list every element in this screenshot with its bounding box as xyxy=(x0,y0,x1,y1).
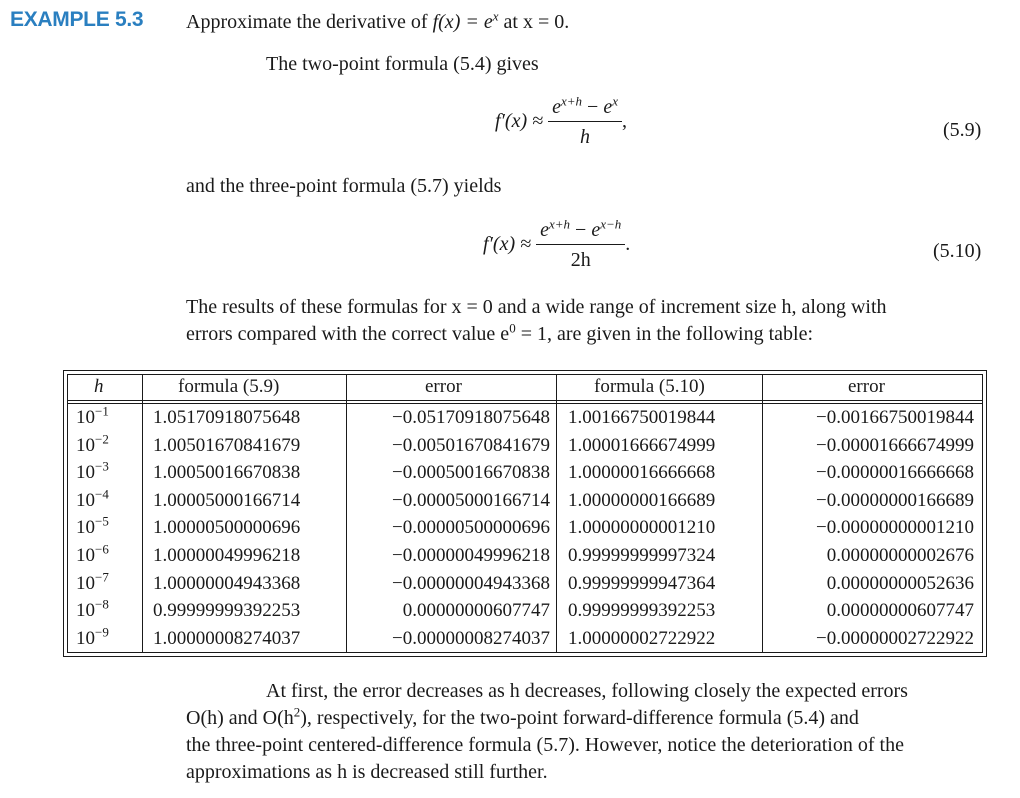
cell-h: $10^{-1}$ xyxy=(76,403,109,428)
table-row xyxy=(68,458,982,490)
cell-formula-5-9: 1.00000049996218 xyxy=(153,545,301,566)
header-error-5-10: error xyxy=(848,376,885,397)
cell-error-5-10: −0.00000016666668 xyxy=(816,462,974,484)
cell-h: $10^{-9}$ xyxy=(76,624,109,649)
statement-exponent: x xyxy=(492,8,499,24)
cell-error-5-10: 0.00000000607747 xyxy=(826,600,974,622)
cell-error-5-9: 0.00000000607747 xyxy=(402,600,550,622)
equation-5-9 xyxy=(495,93,627,149)
table-row xyxy=(68,596,982,628)
cell-formula-5-10: 0.99999999947364 xyxy=(568,572,716,594)
cell-h: $10^{-4}$ xyxy=(76,486,109,511)
header-formula-5-10: formula (5.10) xyxy=(594,376,705,397)
eq2-lhs: f′(x) ≈ xyxy=(483,233,532,256)
equation-5-10 xyxy=(483,216,631,272)
cell-formula-5-10: 1.00000002722922 xyxy=(568,627,716,649)
cell-error-5-9: −0.00000004943368 xyxy=(392,572,550,594)
table-inner-frame xyxy=(67,374,983,653)
results-line-2: errors compared with the correct value $e^0 = 1$, are given in the following table: xyxy=(186,320,814,345)
table-row xyxy=(68,514,982,545)
eq2-numerator: $e^{x+h} - e^{x-h}$ xyxy=(540,216,622,241)
results-line-1: The results of these formulas for x = 0 and a wide range of increment size h, along with xyxy=(186,296,887,318)
cell-h: $10^{-8}$ xyxy=(76,596,109,622)
results-table xyxy=(63,370,987,657)
equation-number-5-9: (5.9) xyxy=(943,119,982,141)
cell-h: $10^{-5}$ xyxy=(76,514,109,539)
eq1-trail: , xyxy=(622,110,627,133)
cell-error-5-10: 0.00000000002676 xyxy=(826,545,974,566)
cell-formula-5-10: 1.00000016666668 xyxy=(568,462,716,484)
cell-formula-5-9: 1.05170918075648 xyxy=(153,407,301,428)
cell-formula-5-10: 1.00001666674999 xyxy=(568,434,716,456)
cell-formula-5-9: 0.99999999392253 xyxy=(153,600,301,622)
eq2-denominator: 2h xyxy=(536,244,625,272)
header-error-5-9: error xyxy=(425,376,462,397)
cell-error-5-9: −0.00000500000696 xyxy=(392,517,550,539)
table-row xyxy=(68,541,982,573)
header-rule xyxy=(68,400,982,401)
cell-formula-5-9: 1.00005000166714 xyxy=(153,489,301,511)
table-row xyxy=(68,403,982,435)
cell-formula-5-10: 0.99999999392253 xyxy=(568,600,716,622)
cell-formula-5-9: 1.00000004943368 xyxy=(153,572,301,594)
cell-h: $10^{-3}$ xyxy=(76,458,109,484)
cell-error-5-10: −0.00001666674999 xyxy=(816,434,974,456)
cell-formula-5-9: 1.00050016670838 xyxy=(153,462,301,484)
table-row xyxy=(68,624,982,656)
statement-prefix: Approximate the derivative of xyxy=(186,11,433,33)
closing-line-3: the three-point centered-difference formula (5.7). However, notice the deterioration of the xyxy=(186,734,904,756)
equation-number-5-10: (5.10) xyxy=(933,240,982,262)
header-formula-5-9: formula (5.9) xyxy=(178,376,280,397)
mid-text: and the three-point formula (5.7) yields xyxy=(186,175,502,197)
table-row xyxy=(68,486,982,518)
eq1-lhs: f′(x) ≈ xyxy=(495,110,544,133)
cell-error-5-10: 0.00000000052636 xyxy=(826,572,974,594)
cell-h: $10^{-2}$ xyxy=(76,431,109,456)
cell-error-5-9: −0.00050016670838 xyxy=(392,462,550,484)
cell-error-5-10: −0.00000000001210 xyxy=(816,517,974,539)
cell-error-5-9: −0.05170918075648 xyxy=(392,407,550,428)
statement-function: f(x) = e xyxy=(432,11,493,33)
closing-line-2: O(h) and $O(h^2)$, respectively, for the two-point forward-difference formula (5.4) and xyxy=(186,704,859,729)
intro-text: The two-point formula (5.4) gives xyxy=(266,53,539,75)
table-row xyxy=(68,569,982,601)
eq2-trail: . xyxy=(625,233,631,256)
statement-suffix: at x = 0. xyxy=(498,11,570,33)
cell-formula-5-10: 1.00166750019844 xyxy=(568,407,716,428)
table-row xyxy=(68,431,982,463)
cell-formula-5-10: 0.99999999997324 xyxy=(568,545,716,566)
eq1-denominator: h xyxy=(548,121,622,149)
cell-formula-5-10: 1.00000000166689 xyxy=(568,489,716,511)
closing-line-1: At first, the error decreases as h decreases, following closely the expected errors xyxy=(266,680,908,702)
cell-error-5-10: −0.00166750019844 xyxy=(816,407,974,428)
header-h: h xyxy=(94,376,104,397)
cell-error-5-10: −0.00000002722922 xyxy=(816,627,974,649)
eq2-fraction xyxy=(536,216,625,272)
cell-error-5-9: −0.00000008274037 xyxy=(392,627,550,649)
cell-formula-5-9: 1.00501670841679 xyxy=(153,434,301,456)
cell-error-5-9: −0.00005000166714 xyxy=(392,489,550,511)
cell-error-5-9: −0.00000049996218 xyxy=(392,545,550,566)
example-label: EXAMPLE 5.3 xyxy=(10,8,144,31)
eq1-fraction xyxy=(548,93,622,149)
example-statement xyxy=(186,9,569,36)
cell-formula-5-9: 1.00000500000696 xyxy=(153,517,301,539)
eq1-numerator: $e^{x+h} - e^x$ xyxy=(552,93,618,118)
header-rule-double xyxy=(68,403,982,404)
closing-line-4: approximations as h is decreased still further. xyxy=(186,761,548,783)
cell-error-5-9: −0.00501670841679 xyxy=(392,434,550,456)
cell-h: $10^{-6}$ xyxy=(76,541,109,566)
cell-h: $10^{-7}$ xyxy=(76,569,109,594)
cell-formula-5-10: 1.00000000001210 xyxy=(568,517,716,539)
cell-formula-5-9: 1.00000008274037 xyxy=(153,627,301,649)
cell-error-5-10: −0.00000000166689 xyxy=(816,489,974,511)
